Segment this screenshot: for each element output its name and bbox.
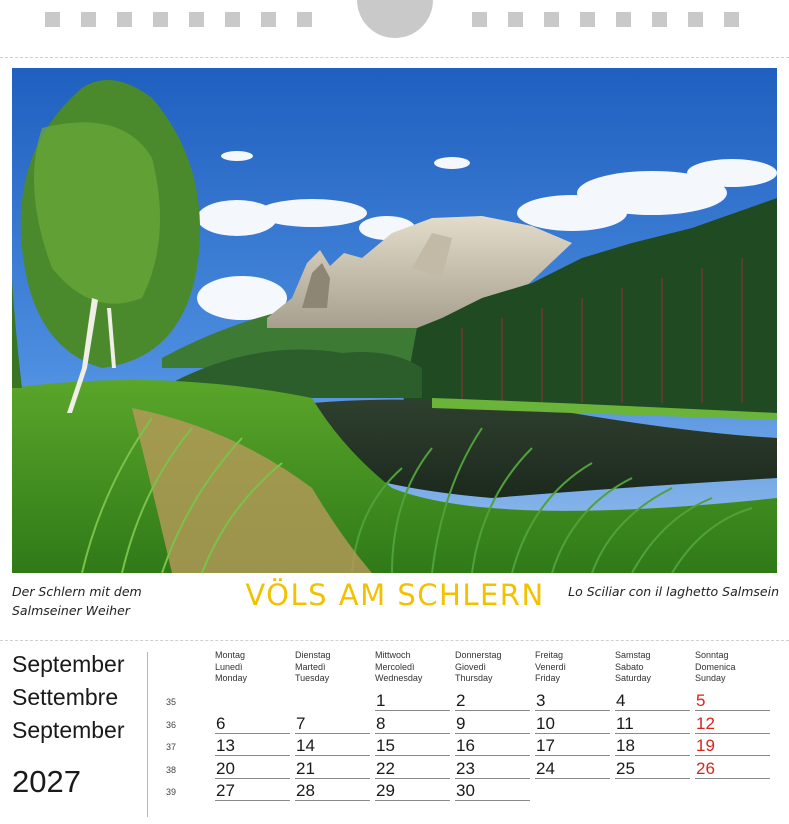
week-number: 36	[166, 719, 177, 730]
photo-title: VÖLS AM SCHLERN	[245, 578, 545, 612]
binding-hole	[508, 12, 523, 27]
weekday-label-de: Freitag	[535, 650, 564, 660]
binding-hole	[297, 12, 312, 27]
week-number: 39	[166, 787, 177, 797]
day-cell[interactable]: 24	[535, 759, 610, 779]
month-names	[12, 648, 142, 747]
weekday-label-it: Martedì	[295, 661, 326, 672]
weekday-label-it: Sabato	[615, 661, 644, 672]
weekday-label-en: Saturday	[615, 673, 652, 683]
day-cell[interactable]: 3	[535, 691, 610, 711]
weekday-label-de: Samstag	[615, 650, 651, 660]
hanger-hole	[357, 0, 433, 38]
caption-german	[12, 582, 212, 620]
day-cell[interactable]: 22	[375, 759, 450, 779]
weekday-label-en: Friday	[535, 673, 561, 683]
weekday-header-row	[215, 650, 775, 690]
day-cell[interactable]: 14	[295, 736, 370, 756]
weekday-label-it: Domenica	[695, 661, 736, 672]
weekday-label-de: Dienstag	[295, 650, 331, 660]
weekday-label-it: Giovedì	[455, 661, 487, 672]
day-cell[interactable]: 21	[295, 759, 370, 779]
binding-hole	[81, 12, 96, 27]
day-cell[interactable]: 26	[695, 759, 770, 779]
weekday-label-en: Tuesday	[295, 673, 330, 683]
binding-hole	[225, 12, 240, 27]
day-cell[interactable]: 13	[215, 736, 290, 756]
day-cell[interactable]: 30	[455, 781, 530, 801]
day-cell[interactable]: 28	[295, 781, 370, 801]
day-cell[interactable]: 12	[695, 714, 770, 734]
day-cell[interactable]: 25	[615, 759, 690, 779]
weekday-label-en: Thursday	[455, 673, 493, 683]
weekday-label-de: Montag	[215, 650, 246, 660]
weekday-label-de: Sonntag	[695, 650, 729, 660]
caption-italian: Lo Sciliar con il laghetto Salmsein	[568, 584, 779, 599]
weekday-label-de: Mittwoch	[375, 650, 411, 660]
day-cell[interactable]: 8	[375, 714, 450, 734]
day-cell[interactable]: 15	[375, 736, 450, 756]
week-number: 38	[166, 764, 177, 775]
day-cell[interactable]: 20	[215, 759, 290, 779]
day-cell[interactable]: 6	[215, 714, 290, 734]
day-cell[interactable]: 19	[695, 736, 770, 756]
day-cell[interactable]: 23	[455, 759, 530, 779]
binding-hole	[153, 12, 168, 27]
binding-holes-left	[45, 12, 312, 27]
weekday-label-en: Sunday	[695, 673, 726, 683]
weekday-header-thursday	[455, 650, 531, 685]
binding-hole	[688, 12, 703, 27]
weekday-header-wednesday	[375, 650, 451, 685]
month-name-german: September	[12, 651, 125, 677]
caption-german-line2: Salmseiner Weiher	[12, 603, 130, 618]
binding-hole	[724, 12, 739, 27]
weekday-label-it: Venerdì	[535, 661, 567, 672]
year: 2027	[12, 764, 81, 799]
weekday-header-friday	[535, 650, 611, 685]
binding-hole	[652, 12, 667, 27]
day-cell[interactable]: 4	[615, 691, 690, 711]
binding-hole	[261, 12, 276, 27]
day-cell[interactable]: 5	[695, 691, 770, 711]
binding-hole	[544, 12, 559, 27]
landscape-photo	[12, 68, 777, 573]
binding-hole	[117, 12, 132, 27]
binding-hole	[472, 12, 487, 27]
binding-hole	[580, 12, 595, 27]
day-cell[interactable]: 10	[535, 714, 610, 734]
binding-holes-right	[472, 12, 739, 27]
day-cell[interactable]: 27	[215, 781, 290, 801]
weekday-header-sunday	[695, 650, 771, 685]
day-cell[interactable]: 2	[455, 691, 530, 711]
caption-german-line1: Der Schlern mit dem	[12, 584, 142, 599]
day-cell[interactable]: 18	[615, 736, 690, 756]
weekday-label-it: Lunedì	[215, 661, 243, 672]
day-cell[interactable]: 11	[615, 714, 690, 734]
month-name-italian: Settembre	[12, 684, 119, 710]
day-cell[interactable]: 7	[295, 714, 370, 734]
day-cell[interactable]: 16	[455, 736, 530, 756]
weekday-label-en: Monday	[215, 673, 248, 683]
section-divider	[0, 640, 789, 641]
day-cell[interactable]: 9	[455, 714, 530, 734]
weekday-label-de: Donnerstag	[455, 650, 502, 660]
binding-hole	[616, 12, 631, 27]
day-cell[interactable]: 29	[375, 781, 450, 801]
weekday-header-monday	[215, 650, 291, 685]
day-cell[interactable]: 1	[375, 691, 450, 711]
month-name-english: September	[12, 717, 125, 743]
day-cell[interactable]: 17	[535, 736, 610, 756]
binding-hole	[189, 12, 204, 27]
weekday-label-it: Mercoledì	[375, 661, 415, 672]
week-number: 35	[166, 697, 177, 707]
week-number: 37	[166, 742, 177, 752]
binding-hole	[45, 12, 60, 27]
weekday-header-tuesday	[295, 650, 371, 685]
perforation-line	[0, 57, 789, 58]
month-divider	[147, 652, 148, 817]
weekday-label-en: Wednesday	[375, 673, 423, 683]
weekday-header-saturday	[615, 650, 691, 685]
